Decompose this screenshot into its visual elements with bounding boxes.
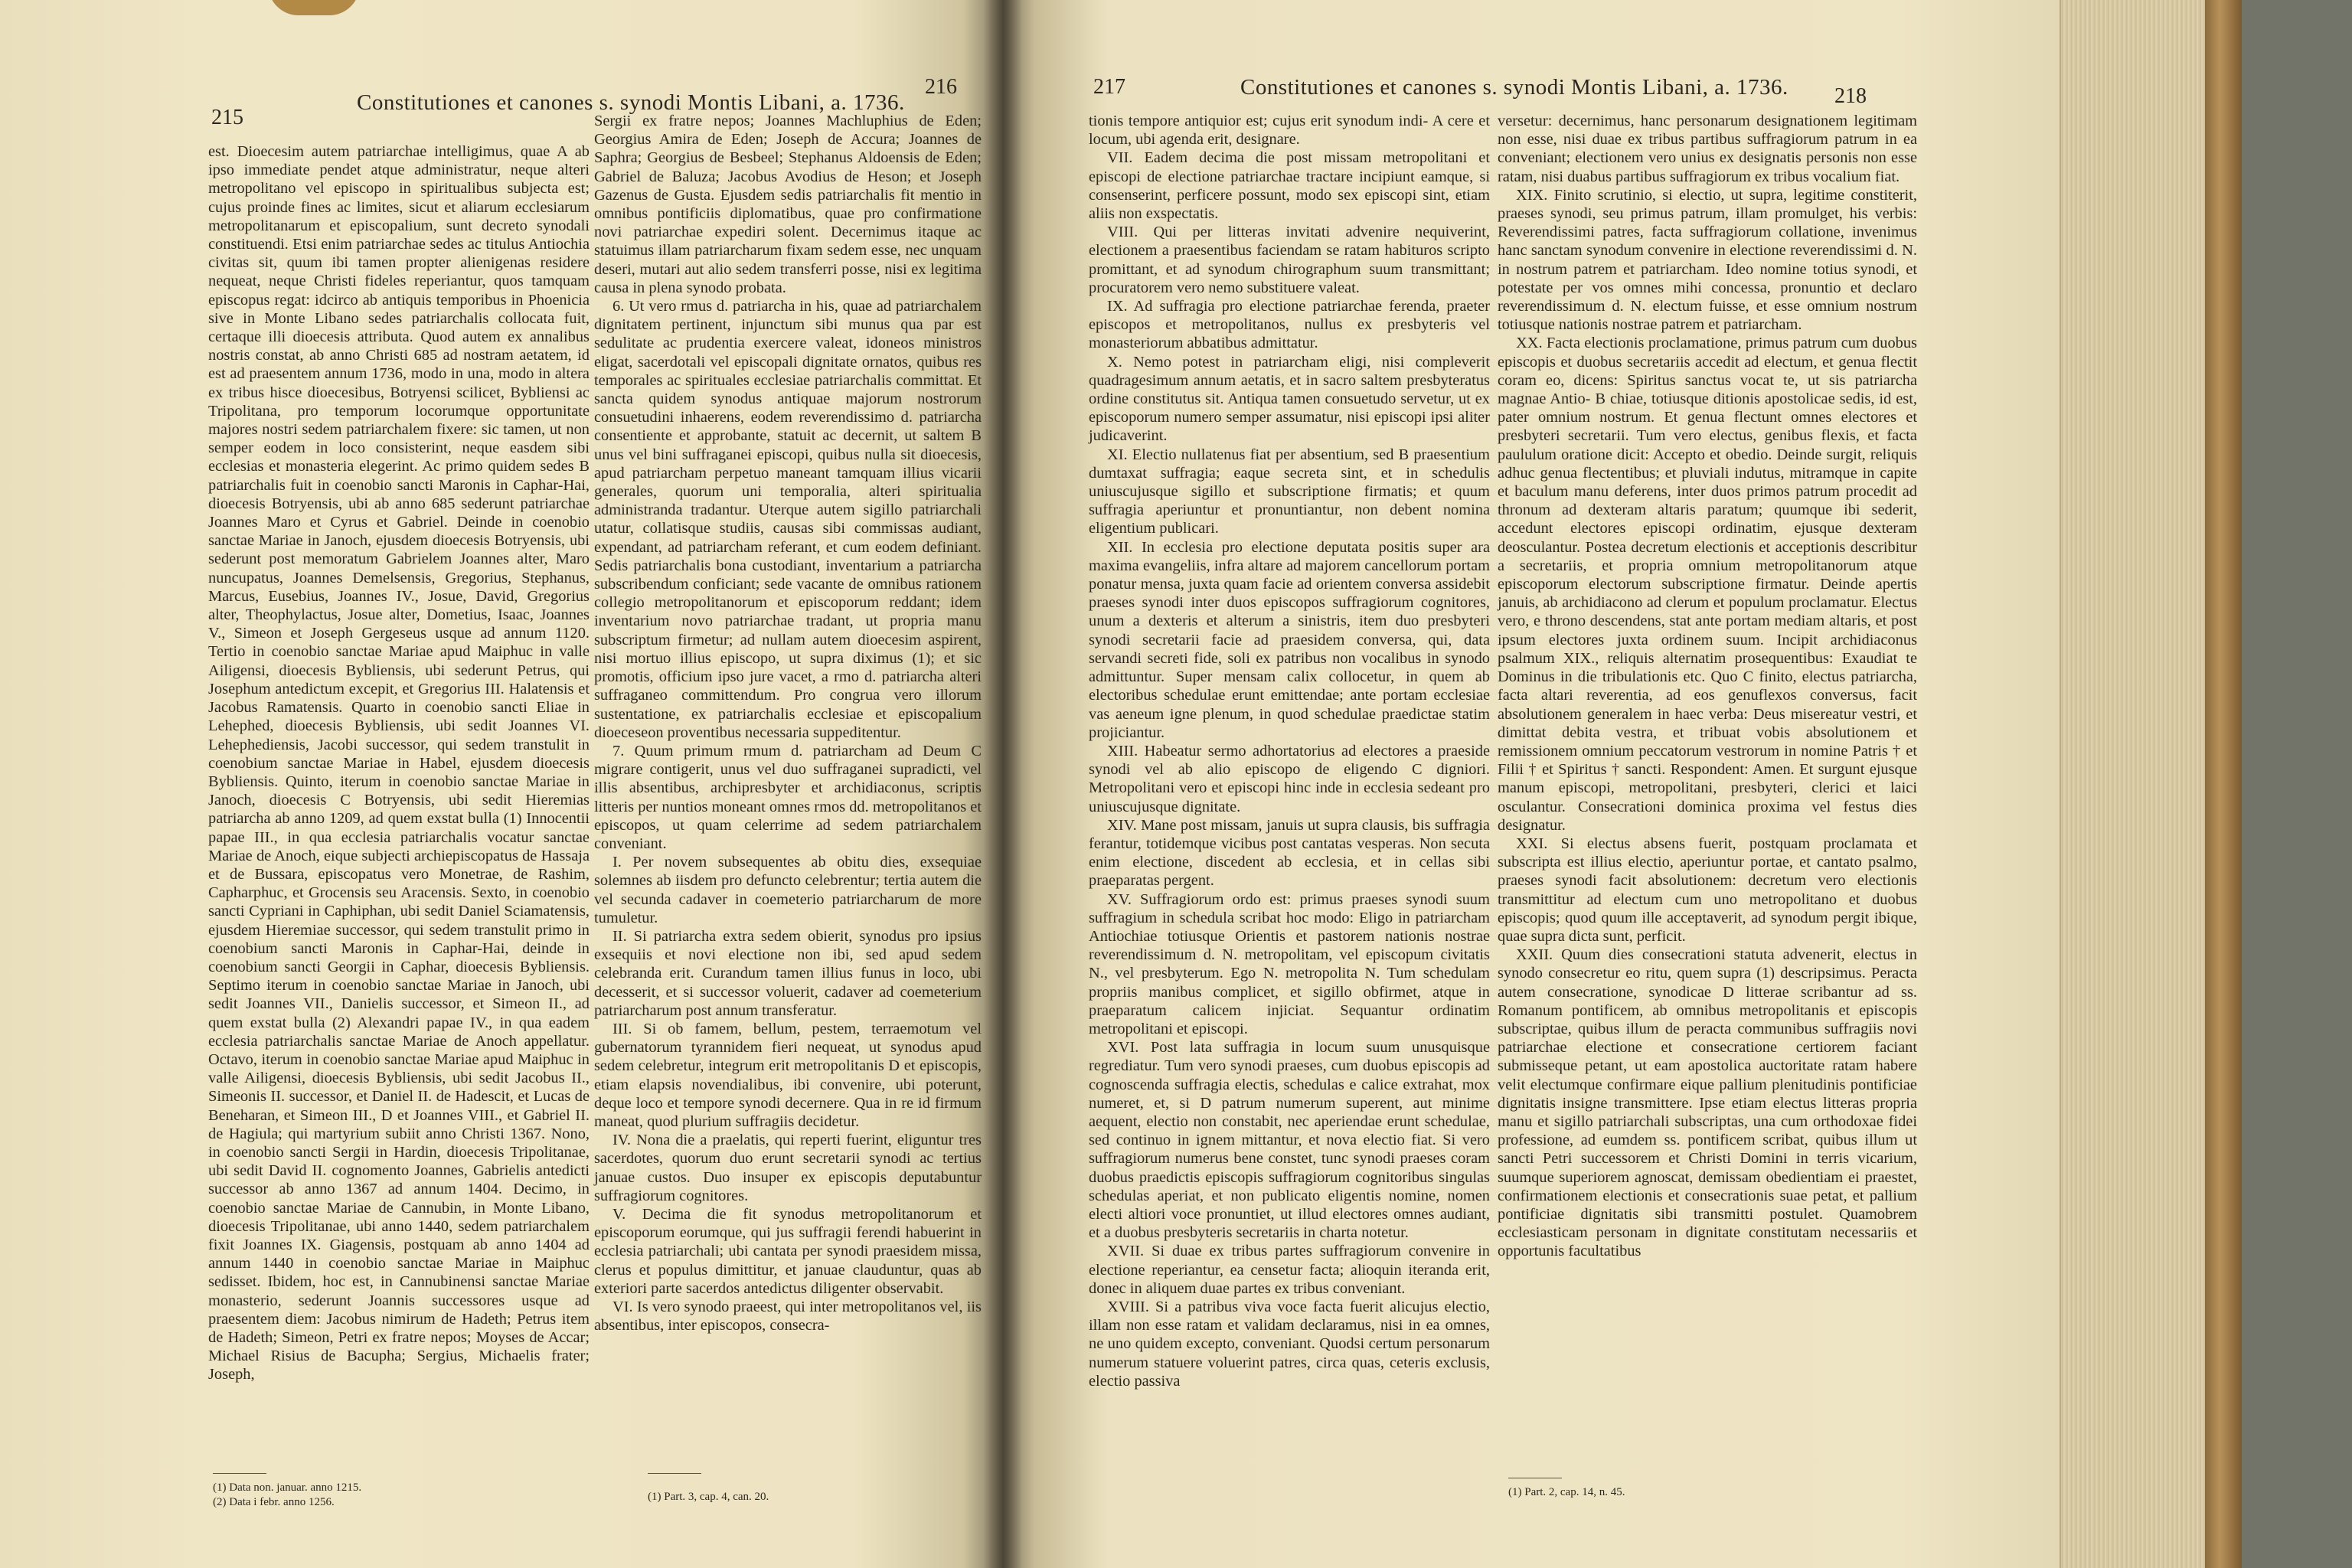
left-column-2: [594, 112, 982, 1334]
paragraph: VIII. Qui per litteras invitati advenire nequiverint, electionem a praesentibus faciendam se ratam habituros scripto promittant, et ad synodum chirographum suum transmittant; procuratorem vero nemo substituere valeat.: [1089, 224, 1490, 296]
paragraph: IX. Ad suffragia pro electione patriarchae ferenda, praeter episcopos et metropolitanos, nullus ex presbyteris vel monasteriorum abbatibus admittatur.: [1089, 298, 1490, 352]
paragraph: versetur: decernimus, hanc personarum designationem legitimam non esse, nisi duae ex tribus partibus suffragiorum patrum in ea conveniant; electionem vero unius ex designatis personis non esse ratam, nisi duabus partibus suffragiorum ex tribus vocalium fiat.: [1498, 113, 1917, 185]
paragraph: II. Si patriarcha extra sedem obierit, synodus pro ipsius exsequiis et novi electione non ibi, sed apud sedem celebranda erit. Curandum tamen illius funus in loco, ubi decesserit, et si successor voluerit, cadaver ad coemeterium patriarcharum post annum transferatur.: [594, 927, 982, 1019]
paragraph: X. Nemo potest in patriarcham eligi, nisi compleverit quadragesimum annum aetatis, et in sacro saltem presbyteratus ordine constitutus sit. Antiqua tamen consuetudo servetur, ut ex episcoporum numero semper assumatur, nisi episcopi ipsi aliter judicaverint.: [1089, 353, 1490, 445]
right-page: [1003, 0, 2060, 1568]
paragraph: I. Per novem subsequentes ab obitu dies, exsequiae solemnes ab iisdem pro defuncto celebrentur; tertia autem die vel secunda cadaver in coemeterio patriarcharum de more tumuletur.: [594, 854, 982, 926]
paragraph: XXI. Si electus absens fuerit, postquam proclamata et subscripta est illius electio, aperiuntur portae, et cantato psalmo, praeses synodi facit absolutionem: decretum vero electionis transmittitur ad electum cum uno metropolitano et duobus episcopis; quod quum ille acceptaverit, ad synodum pergit ibique, quae supra dicta sunt, perficit.: [1498, 835, 1917, 945]
paragraph: XVII. Si duae ex tribus partes suffragiorum convenire in electione reperiantur, ea censetur facta; alioquin iteranda erit, donec in aliquem duae partes ex tribus conveniant.: [1089, 1243, 1490, 1297]
footnote-rule: [648, 1473, 701, 1474]
footnote: (1) Part. 2, cap. 14, n. 45.: [1508, 1486, 1625, 1498]
footnote: (1) Data non. januar. anno 1215.: [213, 1481, 362, 1494]
footnote-rule: [213, 1473, 266, 1474]
footnote: (1) Part. 3, cap. 4, can. 20.: [648, 1491, 769, 1503]
paragraph: XVI. Post lata suffragia in locum suum unusquisque regrediatur. Tum vero synodi praeses, cum duobus episcopis ad cognoscenda suffragia electis, schedulas e calice extrahat, mox numeret, et, si D patrum numerum superent, aut minime aequent, electio non constabit, nec aperiendae erunt schedulae, sed continuo in ignem mittantur, et nova electio fiat. Si vero suffragiorum numerus bene constet, tunc synodi praeses coram duobus praedictis episcopis suffragiorum cognitoribus singulas schedulas aperiat, et non publicato eligentis nomine, nomen electi altiori voce pronuntiet, ut illud electores omnes audiant, et a duobus presbyteris secretariis in charta notetur.: [1089, 1039, 1490, 1242]
left-page: [0, 0, 1003, 1568]
paragraph: Sergii ex fratre nepos; Joannes Machluphius de Eden; Georgius Amira de Eden; Joseph de Accura; Joannes de Saphra; Georgius de Besbeel; Stephanus Aldoensis de Eden; Gabriel de Baluza; Jacobus Avodius de Heson; et Joseph Gazenus de Gusta. Ejusdem sedis patriarchalis fit mentio in omnibus pontificiis diplomatibus, quae pro confirmatione novi patriarchae expediri solent. Decernimus itaque ac statuimus illam patriarcharum fixam sedem esse, nec unquam deseri, mutari aut alio sedem transferri posse, nisi ex legitima causa in plena synodo probata.: [594, 113, 982, 296]
bookmark: [268, 0, 360, 15]
footnotes-left-col2: [648, 1490, 769, 1504]
footnotes-left-col1: [213, 1481, 361, 1510]
left-column-1: [208, 142, 590, 1384]
book-gutter: [984, 0, 1022, 1568]
running-header-left: Constitutiones et canones s. synodi Montis Libani, a. 1736.: [357, 90, 905, 115]
paragraph: XIII. Habeatur sermo adhortatorius ad electores a praeside synodi vel ab alio episcopo de eligendo C digniori. Metropolitani vero et episcopi hinc inde in ecclesia sedeant pro uniuscujusque dignitate.: [1089, 742, 1490, 815]
right-column-1: [1089, 112, 1490, 1390]
paragraph: IV. Nona die a praelatis, qui reperti fuerint, eliguntur tres sacerdotes, quorum duo erunt secretarii synodi ac tertius januae custos. Duo insuper ex episcopis deputabuntur suffragiorum cognitores.: [594, 1132, 982, 1204]
paragraph: XVIII. Si a patribus viva voce facta fuerit alicujus electio, illam non esse ratam et validam declaramus, nisi in ea omnes, ne uno quidem excepto, conveniant. Quodsi certum personarum numerum statuere voluerint patres, circa quas, ceteris exclusis, electio passiva: [1089, 1298, 1490, 1390]
running-header-right: Constitutiones et canones s. synodi Montis Libani, a. 1736.: [1240, 75, 1788, 100]
paragraph: XIX. Finito scrutinio, si electio, ut supra, legitime constiterit, praeses synodi, seu primus patrum, illam promulget, his verbis: Reverendissimi patres, facta suffragiorum collatione, invenimus hanc sanctam synodum convenire in electione reverendissimi d. N. in nostrum patrem et patriarcham. Ideo nomine totius synodi, et potestate per vos omnes mihi concessa, pronuntio et declaro reverendissimum d. N. electum fuisse, et esse omnium nostrum totiusque nationis nostrae patrem et patriarcham.: [1498, 186, 1917, 334]
paragraph: VI. Is vero synodo praeest, qui inter metropolitanos vel, iis absentibus, inter episcopos, consecra-: [594, 1298, 982, 1334]
paragraph: XIV. Mane post missam, januis ut supra clausis, bis suffragia ferantur, totidemque vicibus post cantatas vesperas. Non secuta enim electione, discedent ab ecclesia, et in cellas sibi praeparatas pergent.: [1089, 816, 1490, 890]
paragraph: XX. Facta electionis proclamatione, primus patrum cum duobus episcopis et duobus secretariis accedit ad electum, et genua flectit coram eo, dicens: Spiritus sanctus vocat te, ut sis patriarcha magnae Antio- B chiae, totiusque ditionis apostolicae sedis, id est, pater omnium nostrum. Et genua flectunt omnes electores et presbyteri secretarii. Tum vero electus, genibus flexis, et facta paululum oratione dicit: Accepto et obedio. Deinde surgit, reliquis adhuc genua flectentibus; et pluviali indutus, mitramque in capite et baculum manu deferens, inter duos primos patrum procedit ad thronum ad dexteram altaris paratum; quumque ibi sederit, accedunt electores episcopi ordinatim, ejusque dexteram deosculantur. Postea decretum electionis et acceptionis describitur a secretariis, et propria omnium metropolitanorum atque episcoporum electorum subscriptione firmatur. Deinde apertis januis, ab archidiacono ad clerum et populum proclamatur. Electus vero, e throno descendens, stat ante portam mediam altaris, et post ipsum electores juxta ordinem suum. Incipit archidiaconus psalmum XIX., reliquis alternatim prosequentibus: Exaudiat te Dominus in die tribulationis etc. Quo C finito, electus patriarcha, facta altari reverentia, ad eos genuflexos conversus, facit absolutionem generalem in haec verba: Deus misereatur vestri, et dimittat debita vestra, et tribuat vobis absolutionem et remissionem omnium peccatorum vestrorum in nomine Patris † et Filii † et Spiritus † sancti. Respondent: Amen. Et surgunt ejusque manum episcopi, metropolitani, presbyteri, clerici et laici osculantur. Consecrationi dominica proxima vel festus dies designatur.: [1498, 335, 1917, 834]
paragraph: 7. Quum primum rmum d. patriarcham ad Deum C migrare contigerit, unus vel duo suffraganei supradicti, vel illis absentibus, archipresbyter et archidiaconus, scriptis litteris per nuntios moneant omnes rmos dd. metropolitanos et episcopos, ut quam celerrime ad sedem patriarchalem conveniant.: [594, 742, 982, 852]
page-number-217: 217: [1093, 75, 1125, 99]
background-surface: [2242, 0, 2352, 1568]
paragraph: XXII. Quum dies consecrationi statuta advenerit, electus in synodo consecretur eo ritu, quem supra (1) descripsimus. Peracta autem consecratione, synodicae D litterae scribantur ad ss. Romanum pontificem, ab omnibus metropolitanis et episcopis subscriptae, quibus illum de peracta communibus suffragiis novi patriarchae electione et consecratione certiorem faciant submisseque petant, ut eam apostolica auctoritate ratam habere velit electumque confirmare eique pallium plenitudinis pontificiae dignitatis insigne transmittere. Ipse etiam electus litteras propria manu et sigillo patriarchali subscriptas, una cum orthodoxae fidei professione, ad eumdem ss. pontificem scribat, quibus illum ut sancti Petri successorem et Christi Domini in terris vicarium, suumque superiorem agnoscat, demissam obedientiam ei praestet, confirmationem electionis et consecrationis suae petat, et pallium pontificiae dignitatis sibi transmitti postulet. Quamobrem ecclesiasticam personam in dignitate constitutam necessariis et opportunis facultatibus: [1498, 946, 1917, 1260]
paragraph: tionis tempore antiquior est; cujus erit synodum indi- A cere et locum, ubi agenda erit, designare.: [1089, 113, 1490, 149]
page-number-215: 215: [211, 106, 243, 129]
page-number-216: 216: [925, 75, 957, 99]
paragraph: III. Si ob famem, bellum, pestem, terraemotum vel gubernatorum tyrannidem fieri nequeat, ut synodus apud sedem celebretur, integrum erit metropolitanis D et episcopis, etiam elapsis novendialibus, ibi convenire, ubi poterunt, deque loco et tempore synodi decernere. Qua in re id firmum maneat, quod plurium suffragiis decidetur.: [594, 1020, 982, 1130]
paragraph: XII. In ecclesia pro electione deputata positis super ara maxima evangeliis, infra altare ad majorem cancellorum portam ponatur mensa, juxta quam facie ad orientem conversa assidebit praeses synodi inter duos episcopos suffragiorum cognitores, unum a dexteris et alterum a sinistris, item duo presbyteri synodi secretarii facie ad praesidem conversa, qui, data servandi secreti fide, soli ex patribus non vocalibus in synodo admittuntur. Super mensam calix collocetur, in quem ab electoribus schedulae erunt emittendae; ante portam ecclesiae vas aeneum igne plenum, in quod schedulae praedictae statim projiciantur.: [1089, 538, 1490, 741]
book-cover-edge: [2205, 0, 2242, 1568]
paragraph: XV. Suffragiorum ordo est: primus praeses synodi suum suffragium in schedula scribat hoc modo: Eligo in patriarcham Antiochiae totiusque Orientis et pastorem nationis nostrae reverendissimum d. N. metropolitam, vel episcopum civitatis N., vel presbyterum. Ego N. metropolita N. Tum schedulam propriis manibus complicet, et sigillo obfirmet, atque in praeparatum calicem injiciat. Sequantur ordinatim metropolitani et episcopi.: [1089, 890, 1490, 1037]
footnotes-right-col2: [1508, 1485, 1625, 1500]
page-number-218: 218: [1834, 84, 1867, 108]
paragraph: est. Dioecesim autem patriarchae intelligimus, quae A ab ipso immediate pendet atque administratur, neque alteri metropolitano vel episcopo in spiritualibus subjecta est; cujus proinde fines ac limites, sicut et aliarum ecclesiarum metropolitanarum et episcopalium, sunt decreto synodali constituendi. Etsi enim patriarchae sedes ac titulus Antiochia civitas sit, quum ibi tamen propter alienigenas residere nequeat, neque Christi fideles reperiantur, quos tamquam episcopus regat: idcirco ab antiquis temporibus in Phoenicia sive in Monte Libano sedes patriarchalis collocata fuit, certaque illi dioecesis attributa. Quod autem ex annalibus nostris constat, ab anno Christi 685 ad nostram aetatem, id est ad praesentem annum 1736, modo in una, modo in altera ex tribus hisce dioecesibus, Botryensi scilicet, Bybliensi ac Tripolitana, pro temporum locorumque opportunitate majores nostri sedem patriarchalem fixere: sic tamen, ut non semper eodem in loco consisterint, neque easdem sibi ecclesias et monasteria elegerint. Ac primo quidem sedes B patriarchalis fuit in coenobio sancti Maronis in Caphar-Hai, dioecesis Botryensis, ubi ab anno 685 sederunt patriarchae Joannes Maro et Cyrus et Gabriel. Deinde in coenobio sanctae Mariae in Janoch, ejusdem dioecesis Botryensis, ubi sederunt post memoratum Gabrielem Joannes alter, Maro nuncupatus, Joannes Demelsensis, Gregorius, Stephanus, Marcus, Eusebius, Joannes IV., Josue, David, Gregorius alter, Theophylactus, Josue alter, Dometius, Isaac, Joannes V., Simeon et Joseph Gergeseus usque ad annum 1120. Tertio in coenobio sanctae Mariae apud Maiphuc in valle Ailigensi, dioecesis Bybliensis, ubi sederunt Petrus, qui Josephum antedictum excepit, et Gregorius III. Halatensis et Jacobus Ramatensis. Quarto in coenobio sancti Eliae in Lehephed, dioecesis Bybliensis, ubi sedit Joannes VI. Lehephediensis, Jacobi successor, qui sedem transtulit in coenobium sanctae Mariae in Habel, ejusdem dioecesis Bybliensis. Quinto, iterum in coenobio sanctae Mariae in Janoch, dioecesis C Botryensis, ubi sedit Hieremias patriarcha ab anno 1209, ad quem exstat bulla (1) Innocentii papae III., in qua ecclesia patriarchalis vocatur sanctae Mariae de Anoch, eique subjecti archiepiscopatus de Hassaja et de Bussara, episcopatus vero Monetrae, de Rashim, Capharphuc, et Grocensis seu Aracensis. Sexto, in coenobio sancti Cypriani in Caphiphan, ubi sedit Daniel Sciamatensis, ejusdem Hieremiae successor, qui sedem transtulit primo in coenobium sancti Maronis in Caphar-Hai, deinde in coenobium sancti Georgii in Caphar, dioecesis Bybliensis. Septimo iterum in coenobio sanctae Mariae in Janoch, ubi sedit Joannes VII., Danielis successor, et Simeon II., ad quem exstat bulla (2) Alexandri papae IV., in qua eadem ecclesia patriarchalis sanctae Mariae de Anoch appellatur. Octavo, iterum in coenobio sanctae Mariae apud Maiphuc in valle Ailigensi, dioecesis Bybliensis, ubi sedit Jacobus II., Simeonis II. successor, et Daniel II. de Hadescit, et Lucas de Beneharan, et Simeon III., D et Joannes VIII., et Gabriel II. de Hagiula; qui martyrium subiit anno Christi 1367. Nono, in coenobio sancti Sergii in Hardin, dioecesis Tripolitanae, ubi sedit David II. cognomento Joannes, Gabrielis antedicti successor ab anno 1367 ad annum 1404. Decimo, in coenobio sanctae Mariae de Cannubin, in Monte Libano, dioecesis Tripolitanae, ubi anno 1440, sedem patriarchalem fixit Joannes IX. Giagensis, postquam ab anno 1404 ad annum 1440 in coenobio sanctae Mariae in Maiphuc sedisset. Ibidem, hoc est, in Cannubinensi sanctae Mariae monasterio, sederunt Joannis successores usque ad praesentem diem: Jacobus nimirum de Hadeth; Petrus item de Hadeth; Simeon, Petri ex fratre nepos; Moyses de Accar; Michael Risius de Bacupha; Sergius, Michaelis frater; Joseph,: [208, 143, 590, 1383]
paragraph: XI. Electio nullatenus fiat per absentium, sed B praesentium dumtaxat suffragia; eaque secreta sint, et in schedulis uniuscujusque sigillo et subscriptione firmatis; et quum suffragia aperiuntur et pronuntiantur, non debent nomina eligentium publicari.: [1089, 446, 1490, 537]
paragraph: 6. Ut vero rmus d. patriarcha in his, quae ad patriarchalem dignitatem pertinent, injunctum sibi munus qua par est sedulitate ac prudentia exercere valeat, idoneos ministros eligat, sacerdotali vel episcopali dignitate ornatos, quibus res temporales ac spirituales ecclesiae patriarchalis committat. Et sancta quidem synodus antiquae majorum nostrorum consuetudini inhaerens, eodem reverendissimo d. patriarcha consentiente et approbante, statuit ac decernit, ut saltem B unus vel bini suffraganei episcopi, quibus nulla sit dioecesis, apud patriarcham perpetuo maneant tamquam illius vicarii generales, quorum uni temporalia, alteri spiritualia administranda tradantur. Uterque autem sigillo patriarchali utatur, collatisque studiis, causas sibi commissas audiant, expendant, ad patriarcham referant, et cum eodem definiant. Sedis patriarchalis bona custodiant, inventarium a patriarcha subscribendum conficiant; sede vacante de omnibus rationem collegio metropolitanorum et episcoporum reddant; idem inventarium novo patriarchae tradant, ut propria manu subscriptum firmetur; ad nullam autem dioecesim aspirent, nisi mortuo illius episcopo, ut supra diximus (1); et sic promotis, officium ipso jure vacet, a rmo d. patriarcha alteri suffraganeo committendum. Pro congrua vero illorum sustentatione, ex patriarchalis ecclesiae et episcopalium dioeceseon proventibus necessaria suppeditentur.: [594, 298, 982, 741]
paragraph: VII. Eadem decima die post missam metropolitani et episcopi de electione patriarchae tractare incipiunt eamque, si consenserint, perficere possunt, modo sex episcopi sint, etiam aliis non exspectatis.: [1089, 149, 1490, 223]
right-column-2: [1498, 112, 1917, 1261]
page-edges: [2060, 0, 2207, 1568]
footnote: (2) Data i febr. anno 1256.: [213, 1496, 335, 1508]
paragraph: V. Decima die fit synodus metropolitanorum et episcoporum eorumque, qui jus suffragii ferendi habuerint in ecclesia patriarchali; ubi cantata per synodi praesidem missa, clerus et populus dimittitur, et januae clauduntur, quas ab exteriori parte sacerdos antedictus diligenter observabit.: [594, 1205, 982, 1297]
